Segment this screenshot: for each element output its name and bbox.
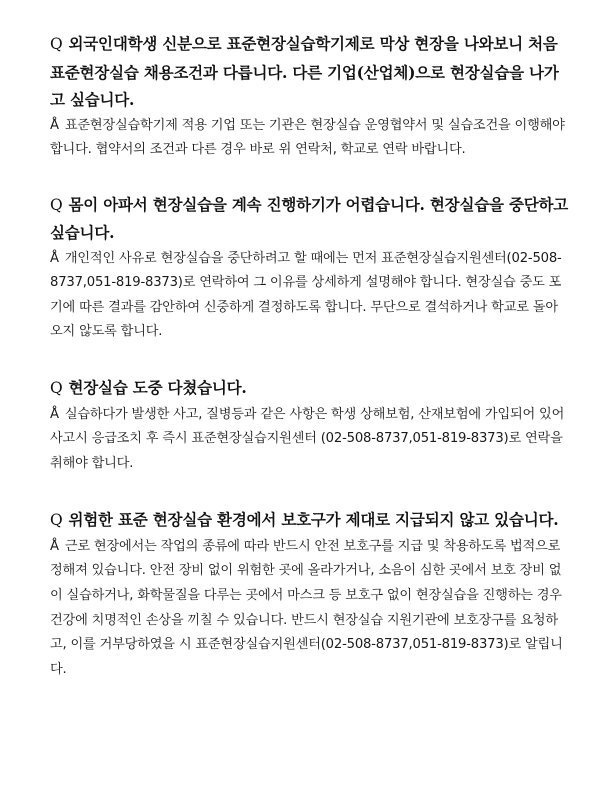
question-text (34, 191, 570, 247)
question-text (34, 506, 570, 535)
faq-item (34, 506, 570, 682)
answer-marker: Å (50, 250, 59, 266)
answer-text (34, 114, 570, 163)
answer-body: 개인적인 사유로 현장실습을 중단하려고 할 때에는 먼저 표준현장실습지원센터(02-508-8737,051-819-8373)로 연락하여 그 이유를 상세하게 설명해야 합니다. 현장실습 중도 포기에 따른 결과를 감안하여 신중하게 결정하도록 합니다. 무단으로 결석하거나 학교로 돌아오지 않도록 합니다. (50, 250, 562, 340)
question-marker: Q (50, 379, 63, 398)
faq-item (34, 191, 570, 345)
answer-marker: Å (50, 538, 59, 554)
answer-text (34, 247, 570, 345)
answer-body: 근로 현장에서는 작업의 종류에 따라 반드시 안전 보호구를 지급 및 착용하도록 법적으로 정해져 있습니다. 안전 장비 없이 위험한 곳에 올라가거나, 소음이 심한 곳에서 보호 장비 없이 실습하거나, 화학물질을 다루는 곳에서 마스크 등 보호구 없이 현장실습을 진행하는 경우 건강에 치명적인 손상을 끼칠 수 있습니다. 반드시 현장실습 지원기관에 보호장구를 요청하고, 이를 거부당하였을 시 표준현장실습지원센터(02-508-8737,051-819-8373)로 알립니다. (50, 538, 563, 677)
question-marker: Q (50, 195, 63, 214)
question-text (34, 30, 570, 114)
question-text (34, 374, 570, 403)
answer-text (34, 403, 570, 477)
question-body: 몸이 아파서 현장실습을 계속 진행하기가 어렵습니다. 현장실습을 중단하고 싶습니다. (50, 194, 569, 243)
answer-body: 표준현장실습학기제 적용 기업 또는 기관은 현장실습 운영협약서 및 실습조건을 이행해야 합니다. 협약서의 조건과 다른 경우 바로 위 연락처, 학교로 연락 바랍니다. (50, 117, 565, 158)
question-body: 외국인대학생 신분으로 표준현장실습학기제로 막상 현장을 나와보니 처음 표준현장실습 채용조건과 다릅니다. 다른 기업(산업체)으로 현장실습을 나가고 싶습니다. (50, 34, 559, 109)
question-marker: Q (50, 511, 63, 530)
answer-marker: Å (50, 406, 59, 422)
question-marker: Q (50, 35, 63, 53)
faq-item (34, 374, 570, 476)
question-body: 현장실습 도중 다쳤습니다. (68, 378, 247, 398)
answer-text (34, 535, 570, 683)
faq-item (34, 30, 570, 163)
question-body: 위험한 표준 현장실습 환경에서 보호구가 제대로 지급되지 않고 있습니다. (68, 510, 559, 530)
answer-body: 실습하다가 발생한 사고, 질병등과 같은 사항은 학생 상해보험, 산재보험에 가입되어 있어 사고시 응급조치 후 즉시 표준현장실습지원센터 (02-508-8737,051-819-8373)로 연락을 취해야 합니다. (50, 406, 565, 471)
answer-marker: Å (50, 117, 59, 133)
